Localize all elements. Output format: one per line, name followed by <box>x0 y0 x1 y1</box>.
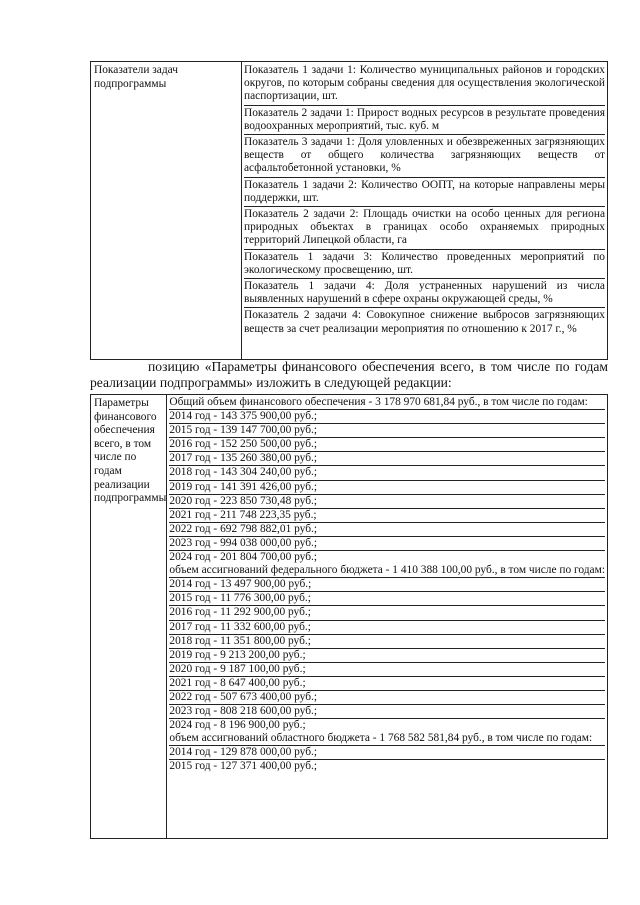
year-amount-row: 2016 год - 11 292 900,00 руб.; <box>169 606 605 620</box>
year-amount-row: 2024 год - 201 804 700,00 руб.; <box>169 551 318 564</box>
year-amount-row: 2021 год - 211 748 223,35 руб.; <box>169 509 605 523</box>
year-amount-row: 2016 год - 152 250 500,00 руб.; <box>169 438 605 452</box>
indicator-item: Показатель 1 задачи 3: Количество проведенных мероприятий по экологическому просвещению, шт. <box>244 250 605 279</box>
year-amount-row: 2015 год - 139 147 700,00 руб.; <box>169 424 605 438</box>
indicator-item: Показатель 3 задачи 1: Доля уловленных и обезвреженных загрязняющих веществ от общего количества загрязняющих веществ от асфальтобетонной установки, % <box>244 135 605 178</box>
federal-budget-text: объем ассигнований федерального бюджета - 1 410 388 100,00 руб., в том числе по годам: <box>169 564 605 578</box>
financing-label-cell <box>91 395 167 838</box>
indicator-item: Показатель 2 задачи 2: Площадь очистки на особо ценных для региона природных объектах в границах особо охраняемых природных территорий Липецкой области, га <box>244 207 605 250</box>
financing-label: Параметры финансового обеспечения всего, в том числе по годам реализации подпрограммы <box>94 397 167 505</box>
indicators-list <box>242 62 607 359</box>
year-amount-row: 2019 год - 9 213 200,00 руб.; <box>169 649 605 663</box>
year-amount-row: 2023 год - 994 038 000,00 руб.; <box>169 537 605 551</box>
financing-details <box>167 395 607 838</box>
regional-budget-years <box>169 746 605 773</box>
year-amount-row: 2019 год - 141 391 426,00 руб.; <box>169 481 605 495</box>
year-amount-row: 2014 год - 13 497 900,00 руб.; <box>169 578 605 592</box>
intro-paragraph: позицию «Параметры финансового обеспечения всего, в том числе по годам реализации подпрограммы» изложить в следующей редакции: <box>90 359 608 390</box>
year-amount-row: 2017 год - 11 332 600,00 руб.; <box>169 621 605 635</box>
indicators-label: Показатели задач подпрограммы <box>94 64 178 90</box>
year-amount-row: 2020 год - 223 850 730,48 руб.; <box>169 495 605 509</box>
indicator-item: Показатель 1 задачи 2: Количество ООПТ, на которые направлены меры поддержки, шт. <box>244 178 605 207</box>
year-amount-row: 2018 год - 143 304 240,00 руб.; <box>169 466 605 480</box>
indicators-table <box>90 61 608 360</box>
year-amount-row: 2015 год - 127 371 400,00 руб.; <box>169 760 318 773</box>
year-amount-row: 2024 год - 8 196 900,00 руб.; <box>169 719 306 732</box>
year-amount-row: 2023 год - 808 218 600,00 руб.; <box>169 705 605 719</box>
year-amount-row: 2017 год - 135 260 380,00 руб.; <box>169 452 605 466</box>
total-financing-years <box>169 410 605 564</box>
total-financing-text: Общий объем финансового обеспечения - 3 178 970 681,84 руб., в том числе по годам: <box>169 396 605 410</box>
year-amount-row: 2014 год - 129 878 000,00 руб.; <box>169 746 605 760</box>
year-amount-row: 2022 год - 692 798 882,01 руб.; <box>169 523 605 537</box>
financing-table <box>90 394 608 839</box>
indicator-item: Показатель 2 задачи 4: Совокупное снижение выбросов загрязняющих веществ за счет реализации мероприятия по отношению к 2017 г., % <box>244 309 605 335</box>
year-amount-row: 2021 год - 8 647 400,00 руб.; <box>169 677 605 691</box>
regional-budget-text: объем ассигнований областного бюджета - 1 768 582 581,84 руб., в том числе по годам: <box>169 732 605 746</box>
year-amount-row: 2022 год - 507 673 400,00 руб.; <box>169 691 605 705</box>
year-amount-row: 2020 год - 9 187 100,00 руб.; <box>169 663 605 677</box>
indicator-item: Показатель 1 задачи 4: Доля устраненных нарушений из числа выявленных нарушений в сфере охраны окружающей среды, % <box>244 279 605 308</box>
indicators-label-cell <box>91 62 242 359</box>
federal-budget-years <box>169 578 605 732</box>
year-amount-row: 2015 год - 11 776 300,00 руб.; <box>169 592 605 606</box>
indicator-item: Показатель 2 задачи 1: Прирост водных ресурсов в результате проведения водоохранных мероприятий, тыс. куб. м <box>244 106 605 135</box>
indicator-item: Показатель 1 задачи 1: Количество муниципальных районов и городских округов, по которым собраны сведения для осуществления экологической паспортизации, шт. <box>244 63 605 106</box>
year-amount-row: 2018 год - 11 351 800,00 руб.; <box>169 635 605 649</box>
year-amount-row: 2014 год - 143 375 900,00 руб.; <box>169 410 605 424</box>
